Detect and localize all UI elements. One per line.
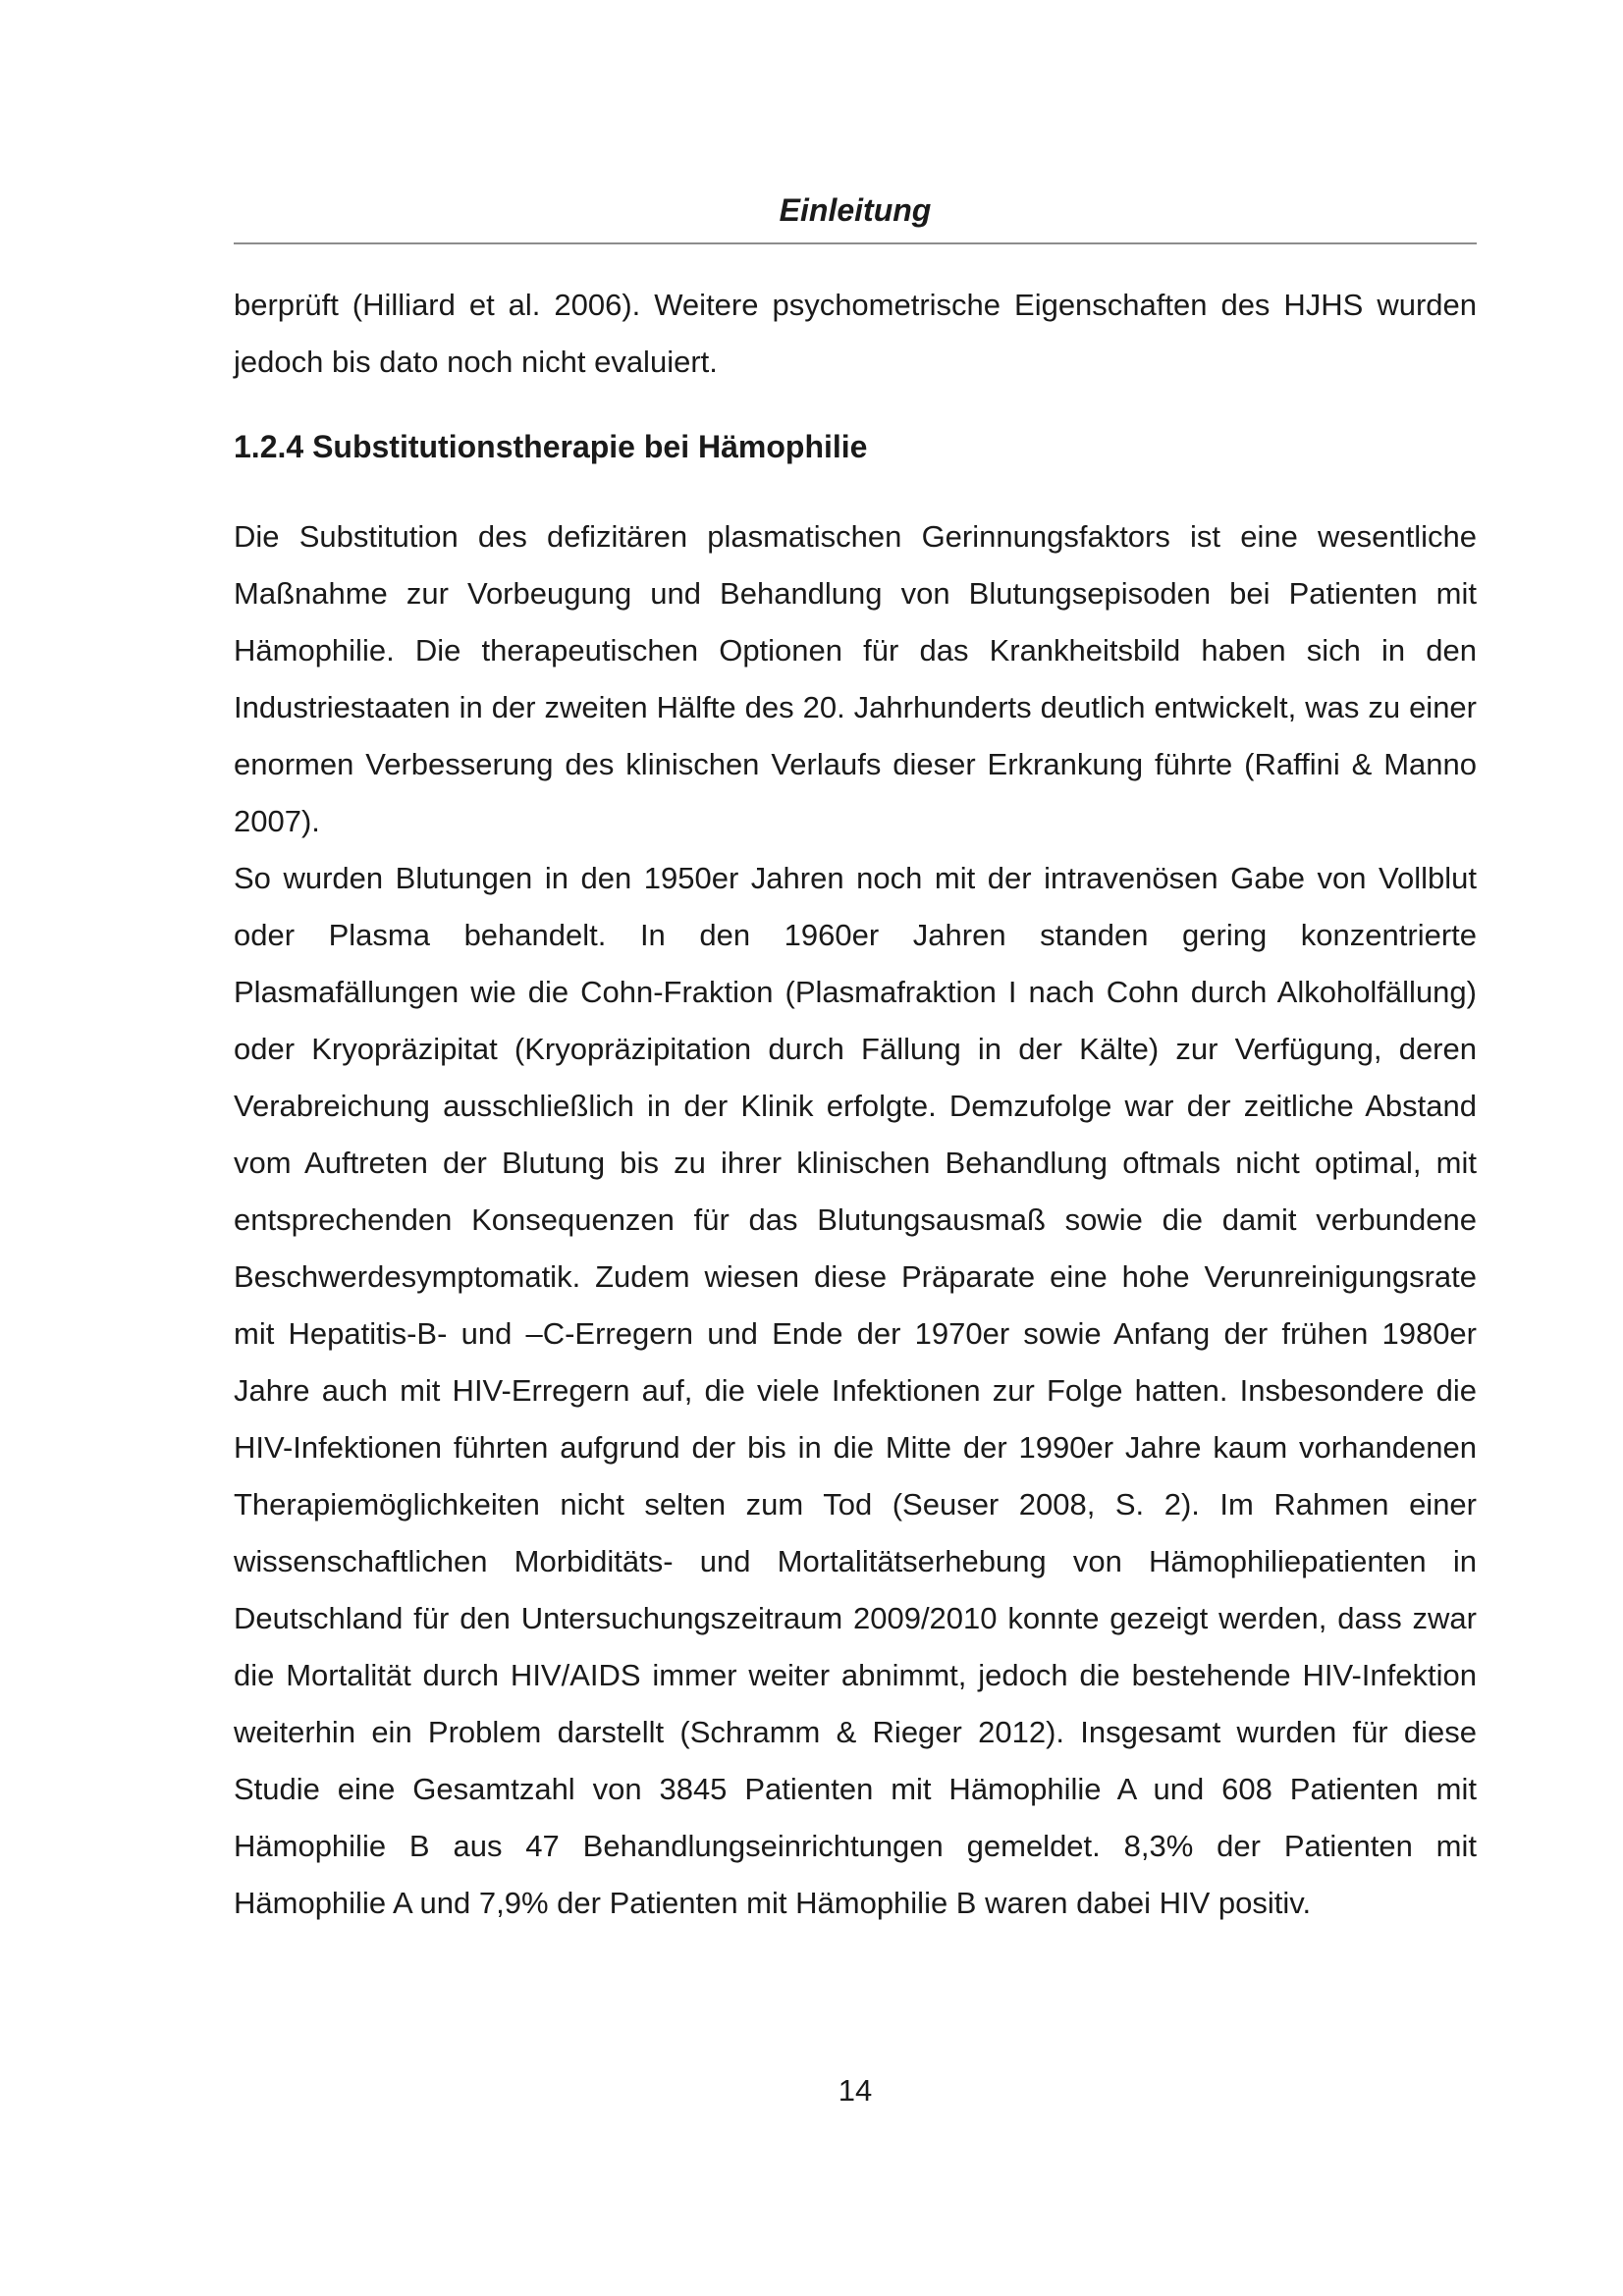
body-paragraph-1: Die Substitution des defizitären plasmatischen Gerinnungsfaktors ist eine wesentliche Maßnahme zur Vorbeugung und Behandlung von Blutungsepisoden bei Patienten mit Hämophilie. Die therapeutischen Optionen für das Krankheitsbild haben sich in den Industriestaaten in der zweiten Hälfte des 20. Jahrhunderts deutlich entwickelt, was zu einer enormen Verbesserung des klinischen Verlaufs dieser Erkrankung führte (Raffini & Manno 2007). [234, 519, 1477, 838]
section-heading: 1.2.4 Substitutionstherapie bei Hämophilie [234, 429, 868, 464]
running-header-title: Einleitung [779, 192, 932, 228]
intro-paragraph: berprüft (Hilliard et al. 2006). Weitere psychometrische Eigenschaften des HJHS wurden jedoch bis dato noch nicht evaluiert. [234, 288, 1477, 379]
page-number: 14 [838, 2073, 873, 2108]
body-paragraph-2: So wurden Blutungen in den 1950er Jahren noch mit der intravenösen Gabe von Vollblut oder Plasma behandelt. In den 1960er Jahren standen gering konzentrierte Plasmafällungen wie die Cohn-Fraktion (Plasmafraktion I nach Cohn durch Alkoholfällung) oder Kryopräzipitat (Kryopräzipitation durch Fällung in der Kälte) zur Verfügung, deren Verabreichung ausschließlich in der Klinik erfolgte. Demzufolge war der zeitliche Abstand vom Auftreten der Blutung bis zu ihrer klinischen Behandlung oftmals nicht optimal, mit entsprechenden Konsequenzen für das Blutungsausmaß sowie die damit verbundene Beschwerdesymptomatik. Zudem wiesen diese Präparate eine hohe Verunreinigungsrate mit Hepatitis-B- und –C-Erregern und Ende der 1970er sowie Anfang der frühen 1980er Jahre auch mit HIV-Erregern auf, die viele Infektionen zur Folge hatten. Insbesondere die HIV-Infektionen führten aufgrund der bis in die Mitte der 1990er Jahre kaum vorhandenen Therapiemöglichkeiten nicht selten zum Tod (Seuser 2008, S. 2). Im Rahmen einer wissenschaftlichen Morbiditäts- und Mortalitätserhebung von Hämophiliepatienten in Deutschland für den Untersuchungszeitraum 2009/2010 konnte gezeigt werden, dass zwar die Mortalität durch HIV/AIDS immer weiter abnimmt, jedoch die bestehende HIV-Infektion weiterhin ein Problem darstellt (Schramm & Rieger 2012). Insgesamt wurden für diese Studie eine Gesamtzahl von 3845 Patienten mit Hämophilie A und 608 Patienten mit Hämophilie B aus 47 Behandlungseinrichtungen gemeldet. 8,3% der Patienten mit Hämophilie A und 7,9% der Patienten mit Hämophilie B waren dabei HIV positiv. [234, 861, 1477, 1920]
header-divider [234, 242, 1477, 244]
